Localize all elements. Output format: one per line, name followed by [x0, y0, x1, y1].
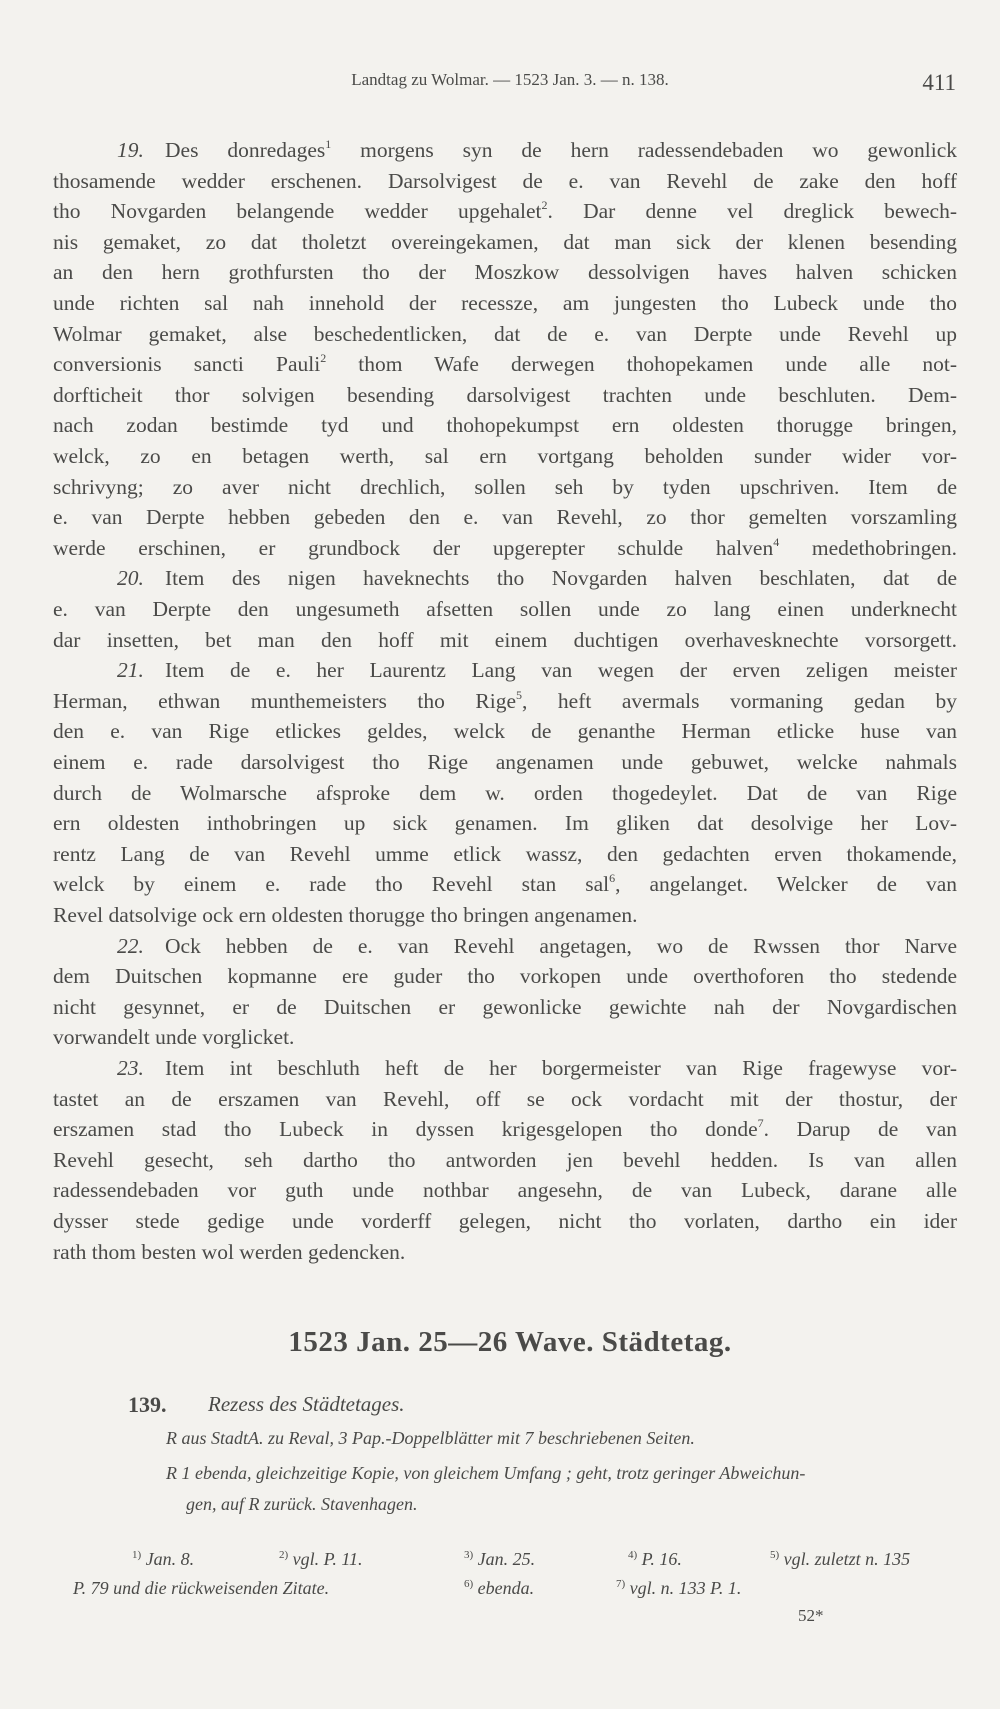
running-head: Landtag zu Wolmar. — 1523 Jan. 3. — n. 138.: [351, 70, 669, 89]
footnote: [628, 1549, 682, 1570]
text-line: Revehl gesecht, seh dartho tho antworden jen bevehl hedden. Is van allen: [53, 1147, 957, 1172]
text-line: nicht gesynnet, er de Duitschen er gewonlicke gewichte nah der Novgardischen: [53, 994, 957, 1019]
text-line: Ock hebben de e. van Revehl angetagen, wo de Rwssen thor Narve: [165, 933, 957, 958]
text-line: dem Duitschen kopmanne ere guder tho vorkopen unde overthoforen tho stedende: [53, 964, 957, 989]
text-line: nach zodan bestimde tyd und thohopekumpst ern oldesten thorugge bringen,: [53, 413, 957, 438]
footnote-text: vgl. n. 133 P. 1.: [629, 1578, 742, 1598]
footnote-ref: 2: [320, 351, 327, 366]
text-line: e. van Derpte den ungesumeth afsetten sollen unde zo lang einen underknecht: [53, 597, 957, 621]
source-note: R 1 ebenda, gleichzeitige Kopie, von gleichem Umfang ; geht, trotz geringer Abweichun-: [166, 1463, 806, 1483]
footnote-text: P. 79 und die rückweisenden Zitate.: [73, 1578, 330, 1598]
footnote-ref: 2: [541, 198, 548, 213]
footnote: [132, 1549, 194, 1570]
document-number: 139.: [128, 1392, 167, 1417]
footnote-mark: 5): [770, 1549, 780, 1561]
text-line: Revel datsolvige ock ern oldesten thorugge tho bringen angenamen.: [53, 903, 638, 927]
text-line: vorwandelt unde vorglicket.: [53, 1025, 295, 1050]
section-heading: 1523 Jan. 25—26 Wave. Städtetag.: [288, 1326, 732, 1358]
text-line: den e. van Rige etlickes geldes, welck de genanthe Herman etlicke huse van: [53, 719, 957, 744]
text-line: Item de e. her Laurentz Lang van wegen der erven zeligen meister: [165, 658, 957, 683]
text-line: nis gemaket, zo dat tholetzt overeingekamen, dat man sick der klenen besending: [53, 229, 957, 254]
text-line: Herman, ethwan munthemeisters tho Rige$^5$, heft avermals vormaning gedan by: [53, 687, 957, 713]
footnote-mark: 3): [464, 1549, 474, 1561]
signature-mark: 52*: [798, 1606, 824, 1625]
footnote-ref: 6: [609, 871, 616, 886]
text-line: tastet an de erszamen van Revehl, off se ock vordacht mit der thostur, der: [53, 1086, 957, 1111]
text-line: Item des nigen haveknechts tho Novgarden halven beschlaten, dat de: [165, 566, 957, 591]
text-line: an den hern grothfursten tho der Moszkow dessolvigen haves halven schicken: [53, 260, 957, 285]
text-line: dysser stede gedige unde vorderff gelegen, nicht tho vorlaten, dartho ein ider: [53, 1209, 957, 1233]
footnote-ref: 5: [516, 687, 523, 702]
text-line: thosamende wedder erschenen. Darsolvigest de e. van Revehl de zake den hoff: [53, 168, 957, 193]
paragraph-number: 21.: [117, 658, 144, 683]
text-line: radessendebaden vor guth unde nothbar angesehn, de van Lubeck, darane alle: [53, 1178, 957, 1203]
footnote-ref: 1: [325, 137, 332, 151]
text-line: welck by einem e. rade tho Revehl stan sal$^6$, angelanget. Welcker de van: [53, 871, 957, 897]
text-line: dorfticheit thor solvigen besending darsolvigest trachten unde beschluten. Dem-: [53, 382, 957, 407]
text-line: Wolmar gemaket, alse beschedentlicken, dat de e. van Derpte unde Revehl up: [53, 321, 957, 346]
footnote: [279, 1549, 363, 1570]
text-line: welck, zo en betagen werth, sal ern vortgang beholden sunder wider vor-: [53, 444, 957, 468]
text-line: rentz Lang de van Revehl umme etlick wassz, den gedachten erven thokamende,: [53, 841, 957, 866]
footnote-mark: 1): [132, 1549, 142, 1561]
text-line: conversionis sancti Pauli$^2$ thom Wafe derwegen thohopekamen unde alle not-: [53, 351, 957, 377]
footnote-text: Jan. 8.: [145, 1549, 195, 1569]
paragraph-number: 22.: [117, 933, 144, 958]
footnote: [464, 1549, 535, 1570]
text-line: e. van Derpte hebben gebeden den e. van Revehl, zo thor gemelten vorszamling: [53, 505, 957, 530]
text-line: durch de Wolmarsche afsproke dem w. orden thogedeylet. Dat de van Rige: [53, 780, 957, 805]
footnote-mark: 2): [279, 1549, 289, 1561]
source-note: gen, auf R zurück. Stavenhagen.: [186, 1494, 418, 1514]
footnote: [616, 1578, 741, 1599]
paragraph-number: 20.: [117, 566, 144, 591]
text-line: einem e. rade darsolvigest tho Rige angenamen unde gebuwet, welcke nahmals: [53, 750, 957, 774]
paragraph-number: 23.: [117, 1056, 144, 1080]
footnote: [73, 1578, 329, 1599]
footnote: [770, 1549, 910, 1570]
footnote-ref: 4: [773, 534, 780, 549]
footnote-ref: 7: [757, 1116, 764, 1131]
footnote-mark: 7): [616, 1578, 626, 1590]
text-line: ern oldesten inthobringen up sick genamen. Im gliken dat desolvige her Lov-: [53, 811, 957, 836]
text-line: tho Novgarden belangende wedder upgehalet$^2$. Dar denne vel dreglick bewech-: [53, 198, 957, 224]
text-line: rath thom besten wol werden gedencken.: [53, 1239, 406, 1264]
footnote-text: P. 16.: [641, 1549, 682, 1569]
text-line: Item int beschluth heft de her borgermeister van Rige fragewyse vor-: [165, 1056, 957, 1080]
footnote-text: vgl. zuletzt n. 135: [783, 1549, 911, 1569]
source-note: R aus StadtA. zu Reval, 3 Pap.-Doppelblätter mit 7 beschriebenen Seiten.: [166, 1428, 695, 1448]
footnote-mark: 4): [628, 1549, 638, 1561]
text-line: erszamen stad tho Lubeck in dyssen krigesgelopen tho donde$^7$. Darup de van: [53, 1116, 957, 1142]
footnote: [464, 1578, 534, 1599]
paragraph-number: 19.: [117, 138, 144, 162]
text-line: werde erschinen, er grundbock der upgerepter schulde halven$^4$ medethobringen.: [53, 534, 957, 560]
document-title: Rezess des Städtetages.: [208, 1392, 405, 1416]
text-line: schrivyng; zo aver nicht drechlich, sollen seh by tyden upschriven. Item de: [53, 474, 957, 499]
text-line: Des donredages$^1$ morgens syn de hern radessendebaden wo gewonlick: [165, 137, 957, 162]
page-number: 411: [922, 70, 956, 95]
footnote-text: Jan. 25.: [477, 1549, 536, 1569]
text-line: dar insetten, bet man den hoff mit einem duchtigen overhavesknechte vorsorgett.: [53, 627, 957, 652]
footnote-text: vgl. P. 11.: [292, 1549, 363, 1569]
text-line: unde richten sal nah innehold der recessze, am jungesten tho Lubeck unde tho: [53, 291, 957, 315]
footnote-text: ebenda.: [477, 1578, 535, 1598]
footnote-mark: 6): [464, 1578, 474, 1590]
